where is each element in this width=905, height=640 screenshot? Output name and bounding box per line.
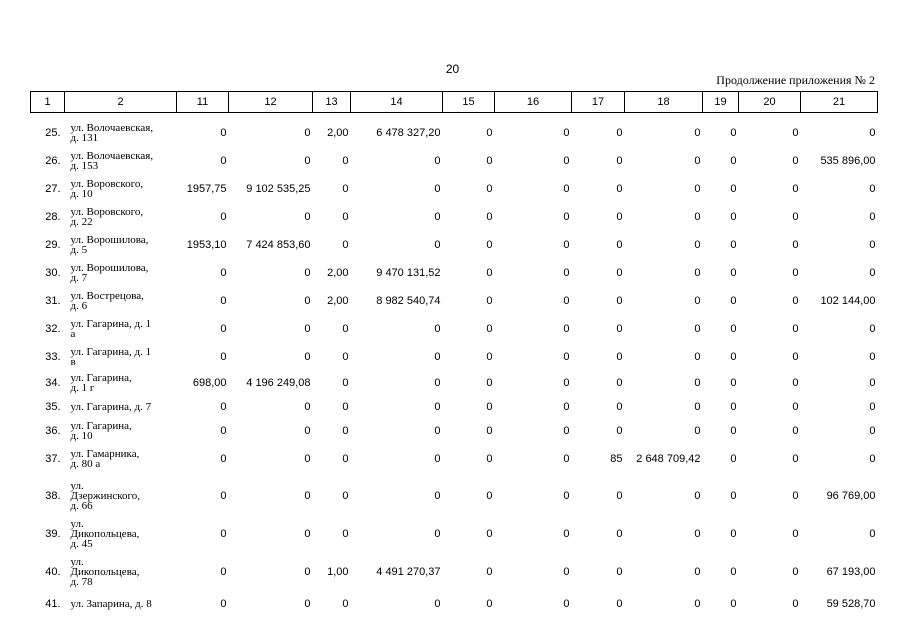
value-cell-col-20: 0 <box>792 155 799 167</box>
address-line: ул. Волочаевская, <box>70 122 154 134</box>
value-cell-col-15: 0 <box>486 598 493 610</box>
address-line: д. 153 <box>70 160 99 172</box>
value-cell-col-17: 0 <box>616 598 623 610</box>
row-number: 36. <box>45 425 61 437</box>
value-cell-col-20: 0 <box>792 267 799 279</box>
value-cell-col-14: 0 <box>434 211 441 223</box>
value-cell-col-18: 0 <box>694 127 701 139</box>
value-cell-col-16: 0 <box>563 490 570 502</box>
value-cell-col-17: 0 <box>616 239 623 251</box>
value-cell-col-13: 0 <box>342 490 349 502</box>
address-cell <box>65 517 177 551</box>
value-cell-col-16: 0 <box>563 351 570 363</box>
page-number: 20 <box>445 62 460 76</box>
address-cell <box>65 343 177 371</box>
value-cell-col-19: 0 <box>730 127 737 139</box>
address-line: Дикопольцева, <box>70 566 140 578</box>
value-cell-col-14: 0 <box>434 453 441 465</box>
value-cell-col-20: 0 <box>792 351 799 363</box>
value-cell-col-21: 0 <box>869 528 876 540</box>
value-cell-col-14: 0 <box>434 377 441 389</box>
value-cell-col-17: 0 <box>616 566 623 578</box>
address-line: ул. Воровского, <box>70 178 144 190</box>
value-cell-col-11: 0 <box>220 453 227 465</box>
address-line: ул. Запарина, д. 8 <box>70 598 152 610</box>
value-cell-col-12: 0 <box>304 295 311 307</box>
value-cell-col-16: 0 <box>563 453 570 465</box>
table-row <box>31 593 878 615</box>
value-cell-col-14: 6 478 327,20 <box>376 127 441 139</box>
value-cell-col-19: 0 <box>730 377 737 389</box>
value-cell-col-18: 0 <box>694 401 701 413</box>
value-cell-col-11: 0 <box>220 401 227 413</box>
table-row <box>31 343 878 371</box>
value-cell-col-11: 698,00 <box>192 377 227 389</box>
table-row <box>31 551 878 593</box>
row-number: 35. <box>45 401 61 413</box>
value-cell-col-18: 0 <box>694 239 701 251</box>
value-cell-col-15: 0 <box>486 323 493 335</box>
value-cell-col-13: 0 <box>342 598 349 610</box>
value-cell-col-15: 0 <box>486 351 493 363</box>
value-cell-col-16: 0 <box>563 598 570 610</box>
value-cell-col-16: 0 <box>563 295 570 307</box>
address-cell <box>65 551 177 593</box>
value-cell-col-17: 0 <box>616 155 623 167</box>
value-cell-col-12: 0 <box>304 566 311 578</box>
value-cell-col-21: 0 <box>869 401 876 413</box>
value-cell-col-18: 0 <box>694 267 701 279</box>
value-cell-col-13: 0 <box>342 183 349 195</box>
value-cell-col-14: 0 <box>434 183 441 195</box>
value-cell-col-15: 0 <box>486 453 493 465</box>
value-cell-col-15: 0 <box>486 183 493 195</box>
value-cell-col-15: 0 <box>486 401 493 413</box>
value-cell-col-20: 0 <box>792 323 799 335</box>
value-cell-col-11: 0 <box>220 425 227 437</box>
value-cell-col-21: 0 <box>869 425 876 437</box>
column-header-16: 16 <box>495 92 572 113</box>
value-cell-col-12: 0 <box>304 267 311 279</box>
address-line: ул. <box>70 518 84 530</box>
address-cell <box>65 259 177 287</box>
value-cell-col-13: 0 <box>342 239 349 251</box>
address-line: в <box>70 356 76 368</box>
value-cell-col-19: 0 <box>730 155 737 167</box>
value-cell-col-18: 2 648 709,42 <box>636 453 701 465</box>
row-number: 29. <box>45 239 61 251</box>
value-cell-col-18: 0 <box>694 183 701 195</box>
address-cell <box>65 419 177 443</box>
address-line: ул. Вострецова, <box>70 290 144 302</box>
value-cell-col-17: 0 <box>616 267 623 279</box>
value-cell-col-19: 0 <box>730 425 737 437</box>
value-cell-col-21: 0 <box>869 267 876 279</box>
value-cell-col-16: 0 <box>563 183 570 195</box>
value-cell-col-21: 0 <box>869 239 876 251</box>
value-cell-col-21: 0 <box>869 183 876 195</box>
value-cell-col-18: 0 <box>694 351 701 363</box>
value-cell-col-17: 0 <box>616 425 623 437</box>
row-number: 34. <box>45 377 61 389</box>
row-number: 40. <box>45 566 61 578</box>
value-cell-col-16: 0 <box>563 127 570 139</box>
value-cell-col-11: 0 <box>220 155 227 167</box>
address-cell <box>65 147 177 175</box>
value-cell-col-17: 85 <box>610 453 623 465</box>
value-cell-col-21: 0 <box>869 323 876 335</box>
appendix-continuation-label: Продолжение приложения № 2 <box>716 73 875 87</box>
value-cell-col-20: 0 <box>792 490 799 502</box>
value-cell-col-12: 0 <box>304 598 311 610</box>
value-cell-col-14: 4 491 270,37 <box>376 566 441 578</box>
address-line: д. 10 <box>70 188 93 200</box>
address-cell <box>65 119 177 147</box>
address-line: д. 5 <box>70 244 88 256</box>
address-line: ул. Ворошилова, <box>70 262 149 274</box>
row-number: 25. <box>45 127 61 139</box>
address-line: д. 10 <box>70 430 93 442</box>
value-cell-col-12: 0 <box>304 528 311 540</box>
value-cell-col-20: 0 <box>792 598 799 610</box>
value-cell-col-13: 2,00 <box>327 127 349 139</box>
value-cell-col-15: 0 <box>486 425 493 437</box>
value-cell-col-18: 0 <box>694 528 701 540</box>
column-header-20: 20 <box>739 92 801 113</box>
address-cell <box>65 475 177 517</box>
value-cell-col-12: 0 <box>304 453 311 465</box>
address-line: а <box>70 328 76 340</box>
value-cell-col-21: 0 <box>869 127 876 139</box>
column-header-21: 21 <box>801 92 878 113</box>
value-cell-col-13: 0 <box>342 351 349 363</box>
value-cell-col-18: 0 <box>694 295 701 307</box>
value-cell-col-19: 0 <box>730 239 737 251</box>
value-cell-col-11: 0 <box>220 211 227 223</box>
value-cell-col-18: 0 <box>694 566 701 578</box>
value-cell-col-14: 0 <box>434 351 441 363</box>
value-cell-col-12: 0 <box>304 127 311 139</box>
value-cell-col-17: 0 <box>616 211 623 223</box>
value-cell-col-17: 0 <box>616 295 623 307</box>
address-line: ул. <box>70 556 84 568</box>
column-header-15: 15 <box>443 92 495 113</box>
address-line: д. 22 <box>70 216 93 228</box>
column-header-2: 2 <box>65 92 177 113</box>
value-cell-col-18: 0 <box>694 323 701 335</box>
value-cell-col-16: 0 <box>563 155 570 167</box>
value-cell-col-16: 0 <box>563 528 570 540</box>
value-cell-col-19: 0 <box>730 351 737 363</box>
value-cell-col-11: 0 <box>220 490 227 502</box>
data-table <box>30 91 878 615</box>
value-cell-col-16: 0 <box>563 377 570 389</box>
value-cell-col-15: 0 <box>486 211 493 223</box>
row-number: 41. <box>45 598 61 610</box>
address-cell <box>65 443 177 475</box>
address-line: д. 131 <box>70 132 99 144</box>
value-cell-col-16: 0 <box>563 267 570 279</box>
value-cell-col-16: 0 <box>563 211 570 223</box>
table-row <box>31 119 878 147</box>
value-cell-col-12: 0 <box>304 425 311 437</box>
row-number: 31. <box>45 295 61 307</box>
value-cell-col-19: 0 <box>730 267 737 279</box>
value-cell-col-12: 0 <box>304 211 311 223</box>
value-cell-col-16: 0 <box>563 425 570 437</box>
address-line: д. 80 а <box>70 458 101 470</box>
table-row <box>31 259 878 287</box>
value-cell-col-21: 67 193,00 <box>826 566 876 578</box>
value-cell-col-18: 0 <box>694 211 701 223</box>
value-cell-col-11: 1957,75 <box>186 183 227 195</box>
value-cell-col-20: 0 <box>792 453 799 465</box>
value-cell-col-15: 0 <box>486 528 493 540</box>
column-header-12: 12 <box>229 92 313 113</box>
value-cell-col-13: 0 <box>342 528 349 540</box>
value-cell-col-12: 0 <box>304 351 311 363</box>
value-cell-col-20: 0 <box>792 425 799 437</box>
address-cell <box>65 203 177 231</box>
address-line: ул. Волочаевская, <box>70 150 154 162</box>
address-cell <box>65 315 177 343</box>
row-number: 27. <box>45 183 61 195</box>
row-number: 26. <box>45 155 61 167</box>
column-header-14: 14 <box>351 92 443 113</box>
value-cell-col-13: 2,00 <box>327 295 349 307</box>
row-number: 39. <box>45 528 61 540</box>
column-header-18: 18 <box>625 92 703 113</box>
value-cell-col-19: 0 <box>730 453 737 465</box>
address-cell <box>65 287 177 315</box>
address-line: д. 1 г <box>70 382 95 394</box>
value-cell-col-14: 0 <box>434 323 441 335</box>
table-row <box>31 203 878 231</box>
value-cell-col-13: 0 <box>342 211 349 223</box>
value-cell-col-12: 0 <box>304 155 311 167</box>
address-cell <box>65 175 177 203</box>
value-cell-col-19: 0 <box>730 211 737 223</box>
value-cell-col-16: 0 <box>563 401 570 413</box>
table-row <box>31 395 878 419</box>
value-cell-col-14: 0 <box>434 401 441 413</box>
value-cell-col-17: 0 <box>616 377 623 389</box>
value-cell-col-13: 0 <box>342 377 349 389</box>
value-cell-col-21: 0 <box>869 211 876 223</box>
value-cell-col-11: 0 <box>220 598 227 610</box>
column-header-19: 19 <box>703 92 739 113</box>
column-header-17: 17 <box>572 92 625 113</box>
table-row <box>31 315 878 343</box>
value-cell-col-11: 0 <box>220 566 227 578</box>
table-row <box>31 475 878 517</box>
value-cell-col-12: 0 <box>304 401 311 413</box>
value-cell-col-15: 0 <box>486 127 493 139</box>
value-cell-col-19: 0 <box>730 490 737 502</box>
table-row <box>31 175 878 203</box>
table-row <box>31 371 878 395</box>
value-cell-col-14: 0 <box>434 155 441 167</box>
value-cell-col-12: 0 <box>304 323 311 335</box>
value-cell-col-13: 1,00 <box>327 566 349 578</box>
address-line: ул. Гагарина, <box>70 420 132 432</box>
value-cell-col-20: 0 <box>792 183 799 195</box>
table-row <box>31 231 878 259</box>
value-cell-col-15: 0 <box>486 239 493 251</box>
value-cell-col-21: 102 144,00 <box>820 295 876 307</box>
value-cell-col-17: 0 <box>616 490 623 502</box>
value-cell-col-15: 0 <box>486 267 493 279</box>
value-cell-col-11: 0 <box>220 323 227 335</box>
value-cell-col-19: 0 <box>730 323 737 335</box>
value-cell-col-21: 96 769,00 <box>826 490 876 502</box>
table-row <box>31 517 878 551</box>
value-cell-col-13: 0 <box>342 155 349 167</box>
address-line: ул. Воровского, <box>70 206 144 218</box>
row-number: 37. <box>45 453 61 465</box>
value-cell-col-11: 0 <box>220 267 227 279</box>
value-cell-col-15: 0 <box>486 566 493 578</box>
address-line: ул. Гагарина, д. 1 <box>70 346 152 358</box>
value-cell-col-14: 0 <box>434 490 441 502</box>
column-header-11: 11 <box>177 92 229 113</box>
table-row <box>31 419 878 443</box>
row-number: 38. <box>45 490 61 502</box>
value-cell-col-11: 0 <box>220 295 227 307</box>
value-cell-col-15: 0 <box>486 155 493 167</box>
value-cell-col-11: 0 <box>220 528 227 540</box>
value-cell-col-14: 0 <box>434 528 441 540</box>
value-cell-col-13: 0 <box>342 323 349 335</box>
address-line: д. 78 <box>70 576 93 588</box>
value-cell-col-12: 7 424 853,60 <box>246 239 311 251</box>
value-cell-col-11: 1953,10 <box>186 239 227 251</box>
value-cell-col-20: 0 <box>792 239 799 251</box>
value-cell-col-13: 0 <box>342 425 349 437</box>
value-cell-col-13: 2,00 <box>327 267 349 279</box>
address-line: ул. Гагарина, д. 7 <box>70 401 152 413</box>
address-line: д. 6 <box>70 300 88 312</box>
value-cell-col-14: 0 <box>434 425 441 437</box>
value-cell-col-17: 0 <box>616 401 623 413</box>
value-cell-col-21: 0 <box>869 453 876 465</box>
value-cell-col-18: 0 <box>694 490 701 502</box>
value-cell-col-20: 0 <box>792 566 799 578</box>
value-cell-col-19: 0 <box>730 598 737 610</box>
value-cell-col-19: 0 <box>730 401 737 413</box>
value-cell-col-13: 0 <box>342 401 349 413</box>
value-cell-col-21: 0 <box>869 377 876 389</box>
row-number: 30. <box>45 267 61 279</box>
value-cell-col-12: 4 196 249,08 <box>246 377 311 389</box>
value-cell-col-19: 0 <box>730 295 737 307</box>
value-cell-col-15: 0 <box>486 377 493 389</box>
address-line: Дзержинского, <box>70 490 141 502</box>
value-cell-col-12: 0 <box>304 490 311 502</box>
column-header-13: 13 <box>313 92 351 113</box>
value-cell-col-17: 0 <box>616 127 623 139</box>
value-cell-col-11: 0 <box>220 351 227 363</box>
value-cell-col-19: 0 <box>730 528 737 540</box>
value-cell-col-16: 0 <box>563 239 570 251</box>
value-cell-col-20: 0 <box>792 127 799 139</box>
row-number: 33. <box>45 351 61 363</box>
value-cell-col-17: 0 <box>616 528 623 540</box>
column-header-1: 1 <box>31 92 65 113</box>
value-cell-col-18: 0 <box>694 155 701 167</box>
table-row <box>31 287 878 315</box>
value-cell-col-18: 0 <box>694 425 701 437</box>
value-cell-col-14: 0 <box>434 239 441 251</box>
header-row <box>31 92 878 113</box>
value-cell-col-13: 0 <box>342 453 349 465</box>
address-line: ул. Гагарина, д. 1 <box>70 318 152 330</box>
address-line: ул. <box>70 480 84 492</box>
address-line: ул. Гагарина, <box>70 372 132 384</box>
value-cell-col-19: 0 <box>730 183 737 195</box>
value-cell-col-15: 0 <box>486 295 493 307</box>
value-cell-col-17: 0 <box>616 323 623 335</box>
value-cell-col-16: 0 <box>563 323 570 335</box>
row-number: 28. <box>45 211 61 223</box>
value-cell-col-17: 0 <box>616 351 623 363</box>
address-line: ул. Гамарника, <box>70 448 140 460</box>
value-cell-col-16: 0 <box>563 566 570 578</box>
table-row <box>31 147 878 175</box>
value-cell-col-18: 0 <box>694 598 701 610</box>
value-cell-col-14: 9 470 131,52 <box>376 267 441 279</box>
value-cell-col-11: 0 <box>220 127 227 139</box>
address-line: д. 7 <box>70 272 88 284</box>
value-cell-col-19: 0 <box>730 566 737 578</box>
address-cell <box>65 371 177 395</box>
value-cell-col-17: 0 <box>616 183 623 195</box>
address-cell <box>65 395 177 419</box>
value-cell-col-12: 9 102 535,25 <box>246 183 311 195</box>
address-cell <box>65 231 177 259</box>
address-line: д. 45 <box>70 538 93 550</box>
value-cell-col-14: 0 <box>434 598 441 610</box>
value-cell-col-20: 0 <box>792 377 799 389</box>
table-row <box>31 443 878 475</box>
row-number: 32. <box>45 323 61 335</box>
value-cell-col-14: 8 982 540,74 <box>376 295 441 307</box>
address-line: ул. Ворошилова, <box>70 234 149 246</box>
address-line: Дикопольцева, <box>70 528 140 540</box>
value-cell-col-21: 535 896,00 <box>820 155 876 167</box>
value-cell-col-21: 59 528,70 <box>826 598 876 610</box>
value-cell-col-18: 0 <box>694 377 701 389</box>
value-cell-col-20: 0 <box>792 401 799 413</box>
value-cell-col-20: 0 <box>792 211 799 223</box>
address-line: д. 66 <box>70 500 93 512</box>
value-cell-col-20: 0 <box>792 295 799 307</box>
value-cell-col-15: 0 <box>486 490 493 502</box>
address-cell <box>65 593 177 615</box>
value-cell-col-20: 0 <box>792 528 799 540</box>
value-cell-col-21: 0 <box>869 351 876 363</box>
